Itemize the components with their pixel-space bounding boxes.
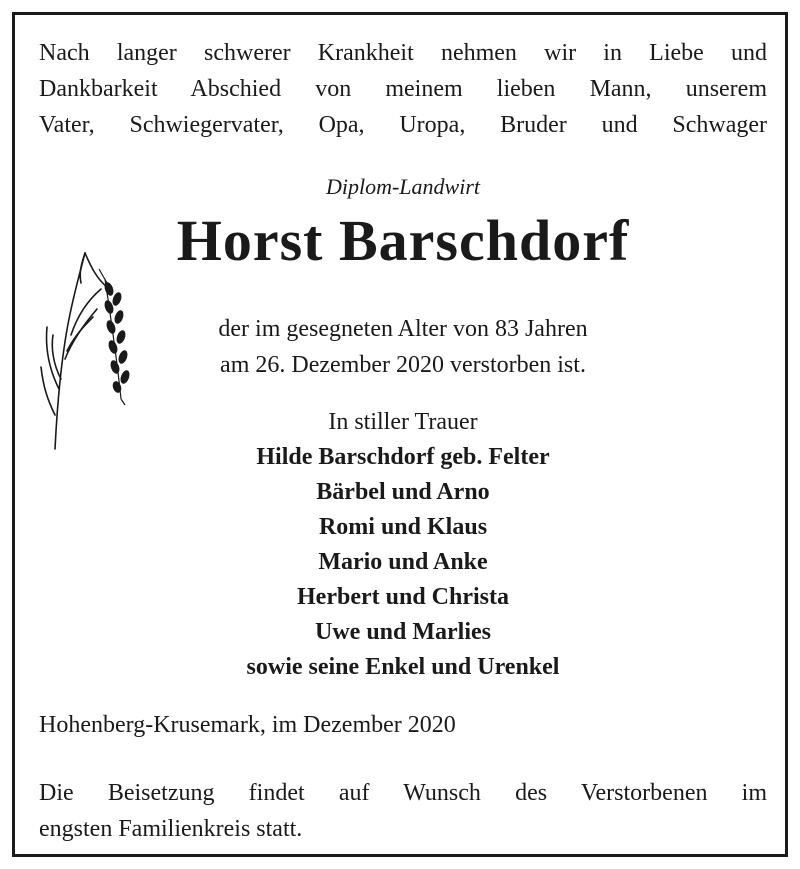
age-statement bbox=[15, 311, 791, 383]
mourner-name: Uwe und Marlies bbox=[315, 619, 491, 645]
funeral-note bbox=[39, 775, 767, 847]
mourner-name: Mario und Anke bbox=[318, 549, 488, 575]
intro-line: Dankbarkeit Abschied von meinem lieben Mann, unserem bbox=[39, 76, 767, 102]
mourner-name: Herbert und Christa bbox=[297, 584, 509, 610]
intro-paragraph bbox=[39, 35, 767, 143]
mourner-name: Hilde Barschdorf geb. Felter bbox=[256, 444, 550, 470]
death-date-line: am 26. Dezember 2020 verstorben ist. bbox=[220, 352, 586, 378]
mourners-list bbox=[15, 405, 791, 685]
intro-line: Vater, Schwiegervater, Opa, Uropa, Bruder und Schwager bbox=[39, 112, 767, 138]
mourners-lead: In stiller Trauer bbox=[328, 409, 478, 435]
place-date: Hohenberg-Krusemark, im Dezember 2020 bbox=[39, 712, 456, 738]
deceased-profession: Diplom-Landwirt bbox=[325, 174, 481, 199]
age-line: der im gesegneten Alter von 83 Jahren bbox=[218, 316, 588, 342]
mourner-name: sowie seine Enkel und Urenkel bbox=[246, 654, 560, 680]
mourner-name: Bärbel und Arno bbox=[316, 479, 490, 505]
funeral-line: Die Beisetzung findet auf Wunsch des Verstorbenen im bbox=[39, 780, 767, 806]
funeral-line: engsten Familienkreis statt. bbox=[39, 816, 303, 842]
deceased-name: Horst Barschdorf bbox=[176, 208, 630, 273]
intro-line: Nach langer schwerer Krankheit nehmen wir in Liebe und bbox=[39, 40, 767, 66]
obituary-frame bbox=[12, 12, 788, 857]
mourner-name: Romi und Klaus bbox=[318, 514, 488, 540]
